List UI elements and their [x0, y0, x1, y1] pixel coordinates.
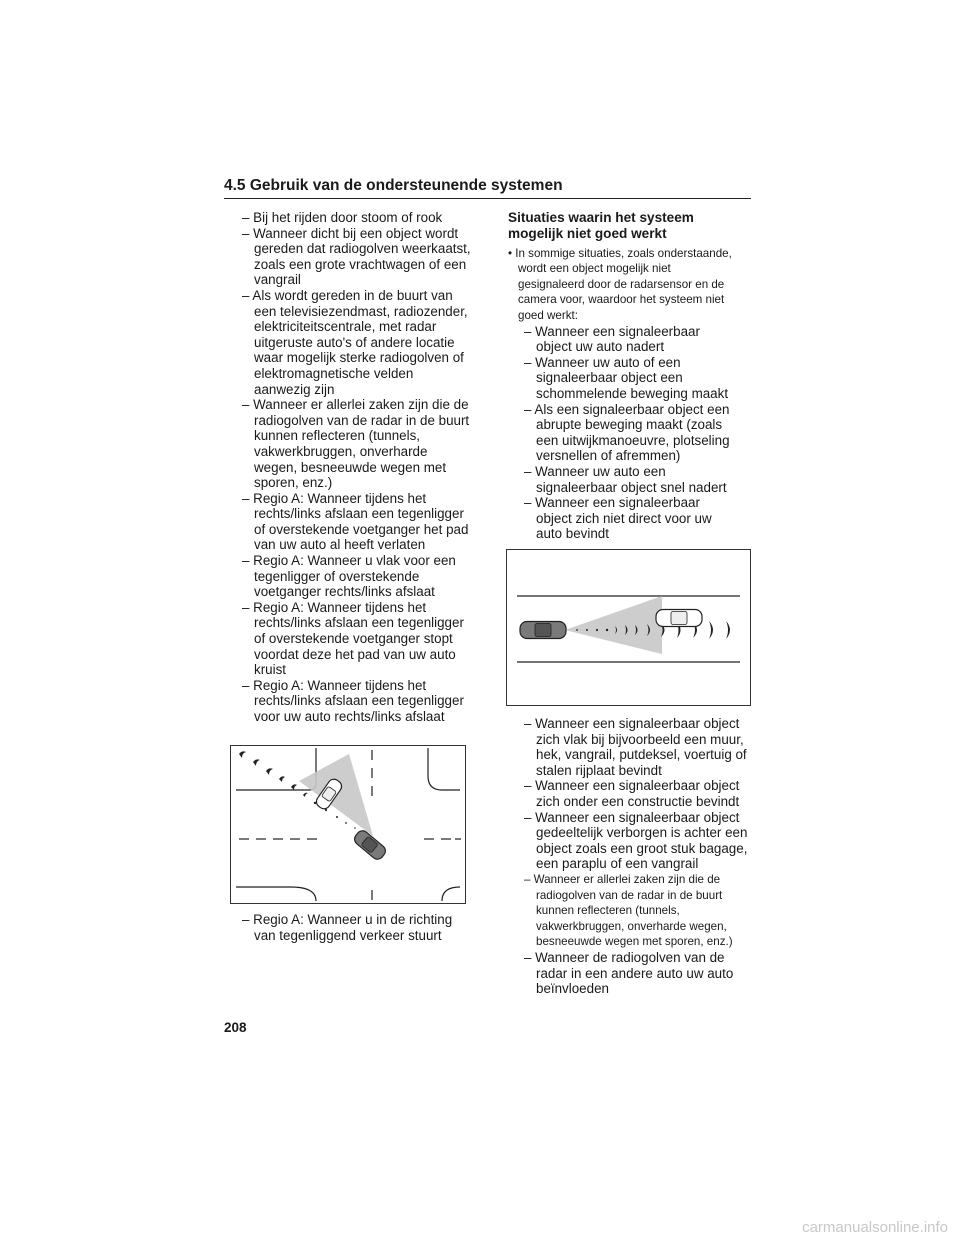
- list-item: – Wanneer er allerlei zaken zijn die de radiogolven van de radar in de buurt kunnen reflecteren (tunnels, vakwerkbruggen, onverharde wegen, besneeuwde wegen met sporen, enz.): [524, 872, 733, 949]
- left-column-continued: [242, 912, 472, 943]
- watermark: carmanualsonline.info: [802, 1219, 948, 1236]
- section-header: 4.5 Gebruik van de ondersteunende systemen: [224, 177, 751, 199]
- list-item: – Regio A: Wanneer u in de richting van tegenliggend verkeer stuurt: [242, 912, 453, 943]
- list-item: – Wanneer uw auto een signaleerbaar object snel nadert: [524, 463, 727, 495]
- car-radar-vehicle-ahead-illustration: [507, 550, 750, 705]
- list-item: – Wanneer de radiogolven van de radar in een andere auto uw auto beïnvloeden: [524, 949, 734, 997]
- list-item: – Regio A: Wanneer tijdens het rechts/links afslaan een tegenligger voor uw auto rechts/links afslaat: [242, 677, 464, 724]
- intersection-turning-car-radar-illustration: [231, 746, 465, 903]
- right-column: [508, 210, 738, 542]
- list-item: – Wanneer dicht bij een object wordt gereden dat radiogolven weerkaatst, zoals een grote vrachtwagen of een vangrail: [242, 225, 471, 288]
- list-item: – Wanneer een signaleerbaar object gedeeltelijk verborgen is achter een object zoals een groot stuk bagage, een paraplu of een vangrail: [524, 809, 748, 872]
- list-item: – Wanneer een signaleerbaar object zich niet direct voor uw auto bevindt: [524, 495, 712, 542]
- list-item: – Regio A: Wanneer tijdens het rechts/links afslaan een tegenligger of overstekende voetganger stopt voordat deze het pad van uw auto kruist: [242, 599, 464, 678]
- list-item: – Wanneer er allerlei zaken zijn die de radiogolven van de radar in de buurt kunnen reflecteren (tunnels, vakwerkbruggen, onverharde wegen, besneeuwde wegen met sporen, enz.): [242, 397, 470, 491]
- list-item: – Wanneer een signaleerbaar object zich onder een constructie bevindt: [524, 778, 740, 809]
- list-item: – Als een signaleerbaar object een abrupte beweging maakt (zoals een uitwijkmanoeuvre, plotseling versnellen of afremmen): [524, 401, 730, 464]
- list-item: – Wanneer uw auto of een signaleerbaar object een schommelende beweging maakt: [524, 354, 729, 401]
- section-heading: Situaties waarin het systeem mogelijk niet goed werkt: [508, 210, 694, 241]
- page-number: 208: [224, 1020, 247, 1035]
- list-item: – Bij het rijden door stoom of rook: [242, 210, 443, 225]
- list-item: – Als wordt gereden in de buurt van een televisiezendmast, radiozender, elektriciteitscentrale, met radar uitgeruste auto's of andere locatie waar mogelijk sterke radiogolven of elektromagnetische velden aanwezig zijn: [242, 287, 468, 397]
- list-item: – Regio A: Wanneer tijdens het rechts/links afslaan een tegenligger of overstekende voetganger het pad van uw auto al heeft verlaten: [242, 490, 469, 553]
- list-item: – Wanneer een signaleerbaar object zich vlak bij bijvoorbeeld een muur, hek, vangrail, putdeksel, voertuig of stalen rijplaat bevindt: [524, 716, 747, 778]
- radar-illustration: [506, 549, 751, 706]
- bullet-paragraph: • In sommige situaties, zoals onderstaande, wordt een object mogelijk niet gesignaleerd door de radarsensor en de camera voor, waardoor het systeem niet goed werkt:: [508, 246, 732, 322]
- right-column-continued: [508, 716, 748, 997]
- list-item: – Wanneer een signaleerbaar object uw auto nadert: [524, 323, 700, 355]
- left-column: [242, 210, 472, 725]
- intersection-illustration: [230, 745, 466, 904]
- list-item: – Regio A: Wanneer u vlak voor een tegenligger of overstekende voetganger rechts/links afslaat: [242, 553, 456, 600]
